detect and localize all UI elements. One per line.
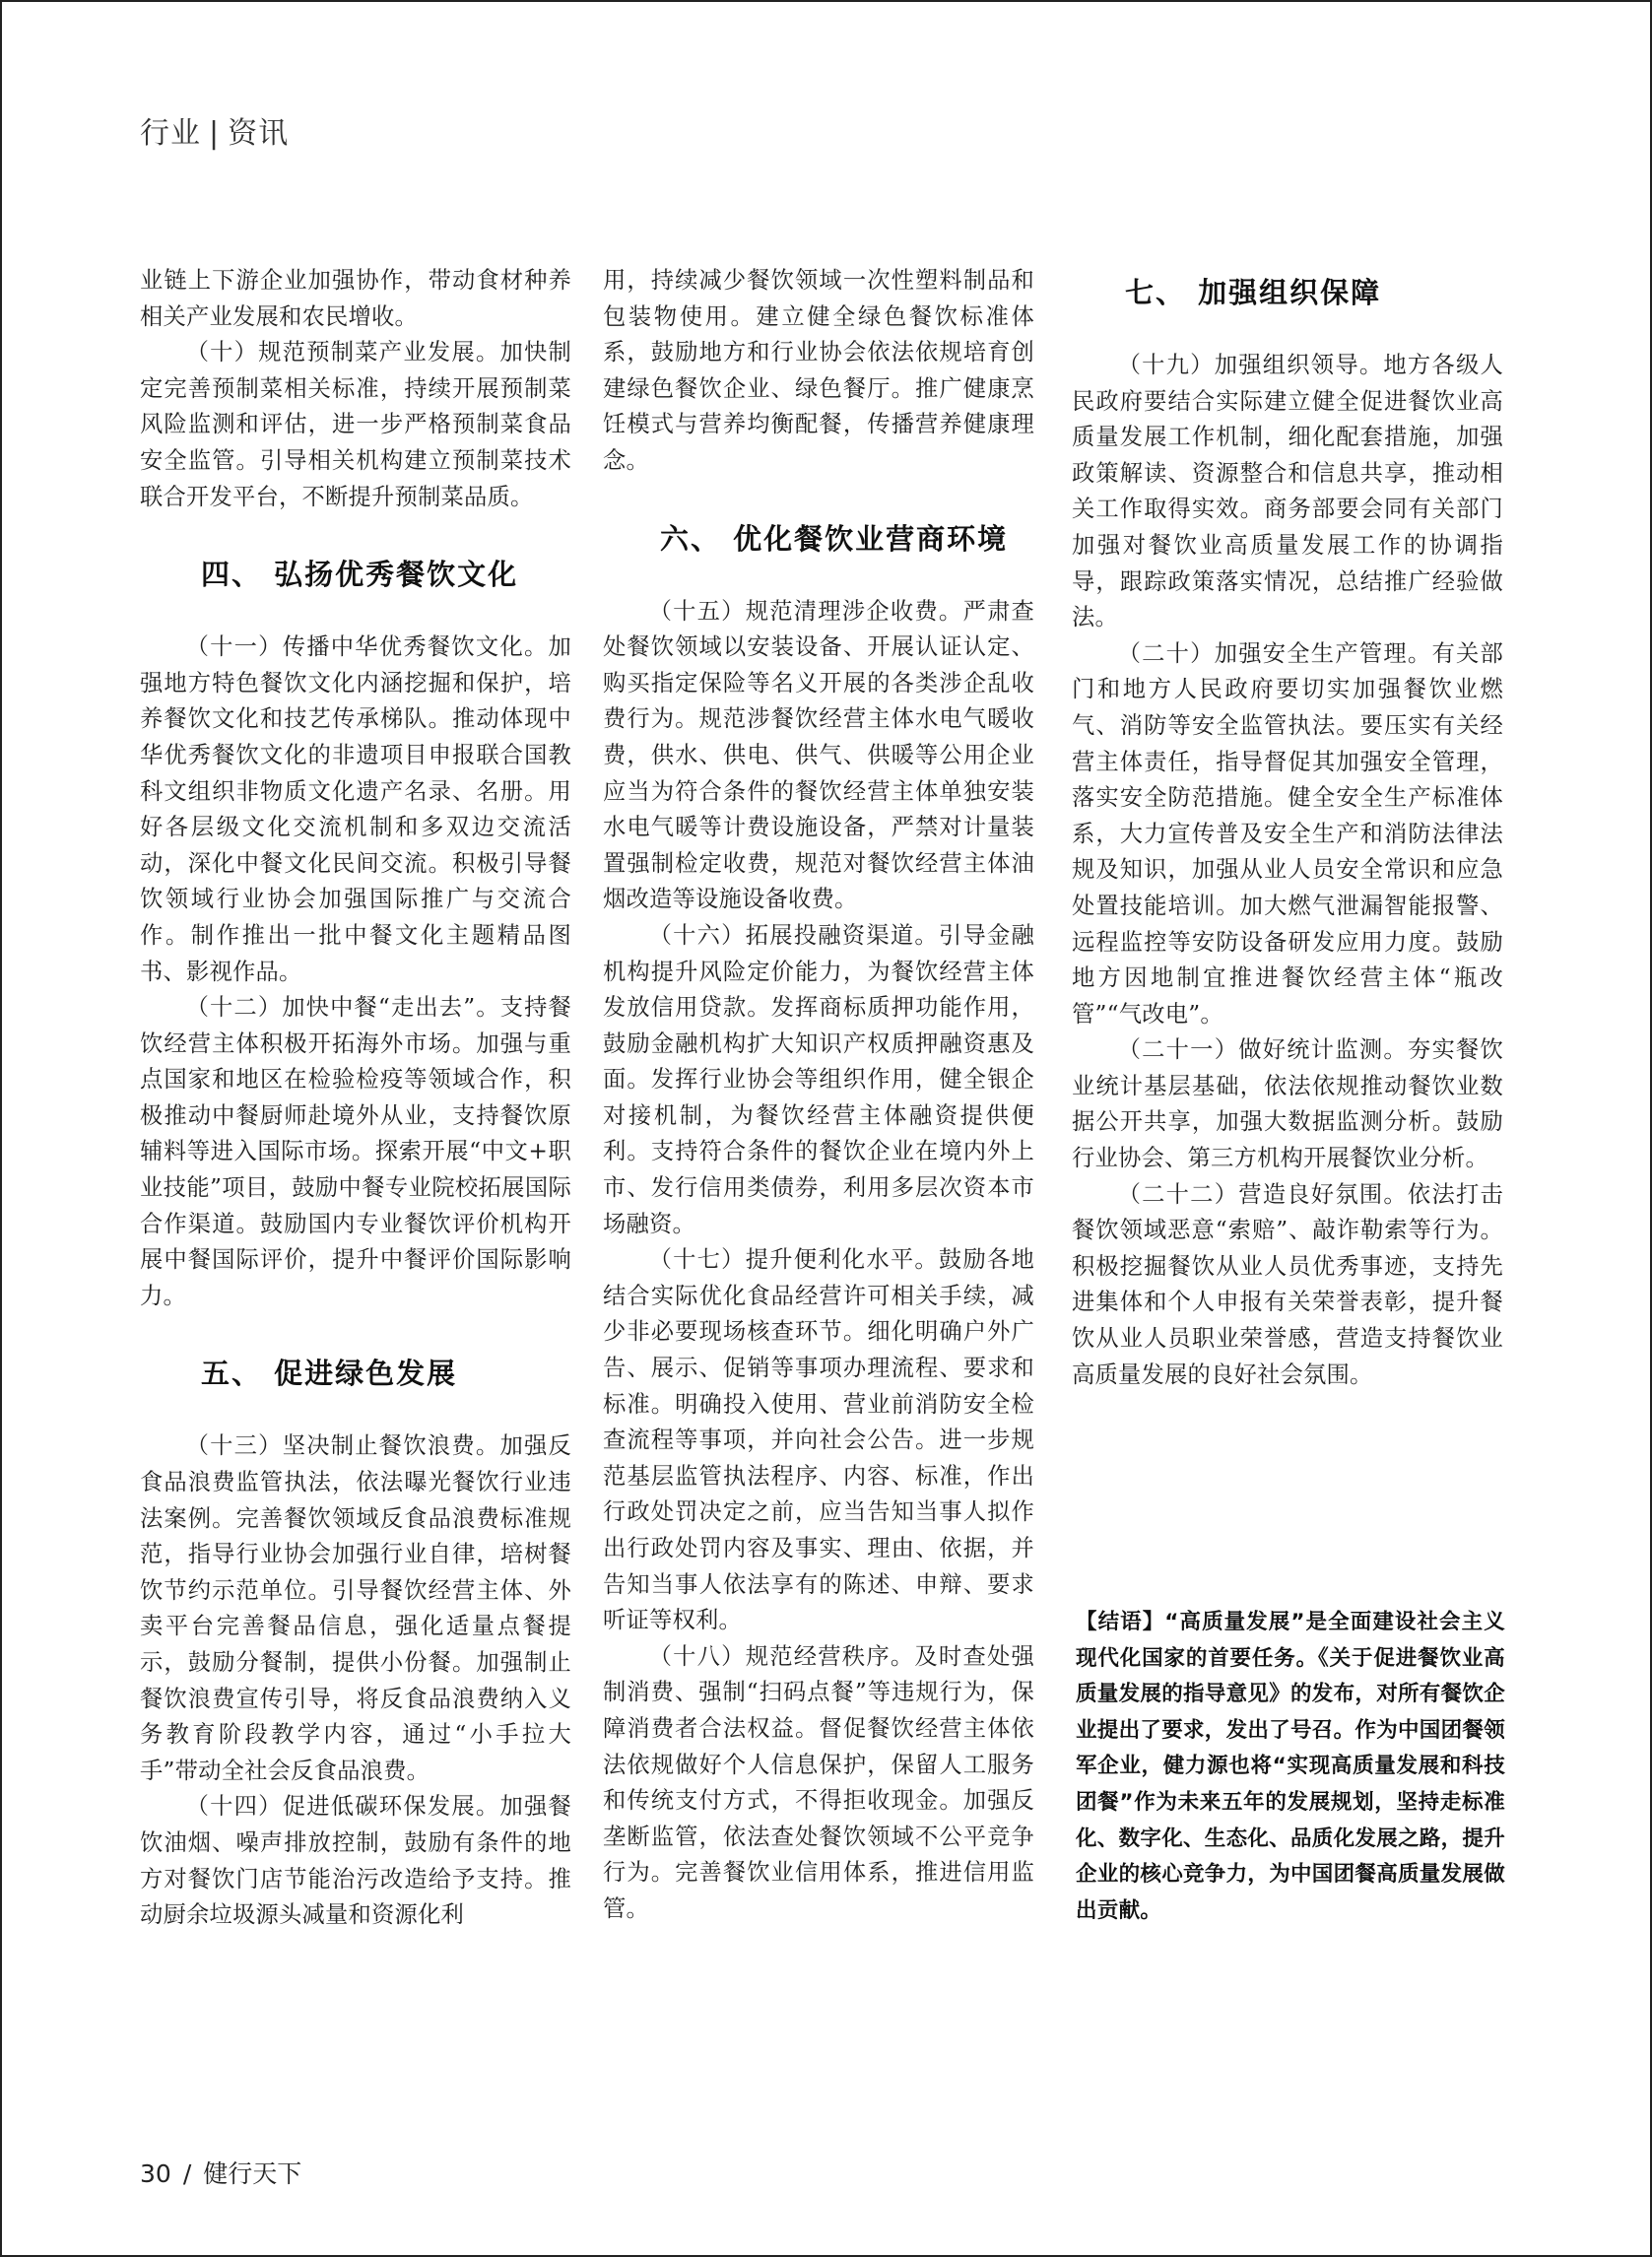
section-heading-4: 四、 弘扬优秀餐饮文化 (201, 558, 519, 592)
paragraph: （十一）传播中华优秀餐饮文化。加强地方特色餐饮文化内涵挖掘和保护，培养餐饮文化和技艺传承梯队。推动体现中华优秀餐饮文化的非遗项目申报联合国教科文组织非物质文化遗产名录、名册。用好各层级文化交流机制和多双边交流活动，深化中餐文化民间交流。积极引导餐饮领域行业协会加强国际推广与交流合作。制作推出一批中餐文化主题精品图书、影视作品。 (140, 633, 571, 985)
paragraph: 用，持续减少餐饮领域一次性塑料制品和包装物使用。建立健全绿色餐饮标准体系，鼓励地方和行业协会依法依规培育创建绿色餐饮企业、绿色餐厅。推广健康烹饪模式与营养均衡配餐，传播营养健康理念。 (603, 267, 1034, 474)
page-number: 30 (140, 2159, 171, 2188)
footer-slash: / (182, 2159, 192, 2188)
column-right (1072, 263, 1503, 1393)
paragraph: （十六）拓展投融资渠道。引导金融机构提升风险定价能力，为餐饮经营主体发放信用贷款。发挥商标质押功能作用，鼓励金融机构扩大知识产权质押融资惠及面。发挥行业协会等组织作用，健全银企对接机制，为餐饮经营主体融资提供便利。支持符合条件的餐饮企业在境内外上市、发行信用类债券，利用多层次资本市场融资。 (603, 921, 1034, 1237)
paragraph: （十二）加快中餐“走出去”。支持餐饮经营主体积极开拓海外市场。加强与重点国家和地区在检验检疫等领域合作，积极推动中餐厨师赴境外从业，支持餐饮原辅料等进入国际市场。探索开展“中文+职业技能”项目，鼓励中餐专业院校拓展国际合作渠道。鼓励国内专业餐饮评价机构开展中餐国际评价，提升中餐评价国际影响力。 (140, 994, 571, 1309)
paragraph: （十九）加强组织领导。地方各级人民政府要结合实际建立健全促进餐饮业高质量发展工作机制，细化配套措施，加强政策解读、资源整合和信息共享，推动相关工作取得实效。商务部要会同有关部门加强对餐饮业高质量发展工作的协调指导，跟踪政策落实情况，总结推广经验做法。 (1072, 352, 1503, 631)
paragraph: （二十）加强安全生产管理。有关部门和地方人民政府要切实加强餐饮业燃气、消防等安全监管执法。要压实有关经营主体责任，指导督促其加强安全管理，落实安全防范措施。健全安全生产标准体系，大力宣传普及安全生产和消防法律法规及知识，加强从业人员安全常识和应急处置技能培训。加大燃气泄漏智能报警、远程监控等安防设备研发应用力度。鼓励地方因地制宜推进餐饮经营主体“瓶改管”“气改电”。 (1072, 639, 1503, 1028)
section-heading-5: 五、 促进绿色发展 (201, 1357, 458, 1391)
paragraph: 业链上下游企业加强协作，带动食材种养相关产业发展和农民增收。 (140, 267, 571, 330)
paragraph: （十四）促进低碳环保发展。加强餐饮油烟、噪声排放控制，鼓励有条件的地方对餐饮门店节能治污改造给予支持。推动厨余垃圾源头减量和资源化利 (140, 1793, 571, 1929)
paragraph: （二十一）做好统计监测。夯实餐饮业统计基层基础，依法依规推动餐饮业数据公开共享，加强大数据监测分析。鼓励行业协会、第三方机构开展餐饮业分析。 (1072, 1036, 1503, 1172)
magazine-name: 健行天下 (203, 2159, 302, 2188)
paragraph: （十八）规范经营秩序。及时查处强制消费、强制“扫码点餐”等违规行为，保障消费者合法权益。督促餐饮经营主体依法依规做好个人信息保护，保留人工服务和传统支付方式，不得拒收现金。加强反垄断监管，依法查处餐饮领域不公平竞争行为。完善餐饮业信用体系，推进信用监管。 (603, 1642, 1034, 1922)
column-left (140, 263, 571, 1934)
header-separator: | (209, 116, 221, 151)
paragraph: （十七）提升便利化水平。鼓励各地结合实际优化食品经营许可相关手续，减少非必要现场核查环节。细化明确户外广告、展示、促销等事项办理流程、要求和标准。明确投入使用、营业前消防安全检查流程等事项，并向社会公告。进一步规范基层监管执法程序、内容、标准，作出行政处罚决定之前，应当告知当事人拟作出行政处罚内容及事实、理由、依据，并告知当事人依法享有的陈述、申辩、要求听证等权利。 (603, 1246, 1034, 1634)
section-heading-7: 七、 加强组织保障 (1125, 276, 1382, 309)
section-label: 行业 (140, 116, 201, 151)
paragraph: （十三）坚决制止餐饮浪费。加强反食品浪费监管执法，依法曝光餐饮行业违法案例。完善餐饮领域反食品浪费标准规范，指导行业协会加强行业自律，培树餐饮节约示范单位。引导餐饮经营主体、外卖平台完善餐品信息，强化适量点餐提示，鼓励分餐制，提供小份餐。加强制止餐饮浪费宣传引导，将反食品浪费纳入义务教育阶段教学内容，通过“小手拉大手”带动全社会反食品浪费。 (140, 1432, 571, 1784)
section-heading-6: 六、 优化餐饮业营商环境 (660, 521, 1009, 556)
paragraph: （十五）规范清理涉企收费。严肃查处餐饮领域以安装设备、开展认证认定、购买指定保险等名义开展的各类涉企乱收费行为。规范涉餐饮经营主体水电气暖收费，供水、供电、供气、供暖等公用企业应当为符合条件的餐饮经营主体单独安装水电气暖等计费设施设备，严禁对计量装置强制检定收费，规范对餐饮经营主体油烟改造等设施设备收费。 (603, 597, 1034, 913)
page-header (140, 108, 289, 152)
column-middle (603, 263, 1034, 1928)
paragraph: （十）规范预制菜产业发展。加快制定完善预制菜相关标准，持续开展预制菜风险监测和评估，进一步严格预制菜食品安全监管。引导相关机构建立预制菜技术联合开发平台，不断提升预制菜品质。 (140, 339, 571, 510)
conclusion-box: 【结语】“高质量发展”是全面建设社会主义现代化国家的首要任务。《关于促进餐饮业高质量发展的指导意见》的发布，对所有餐饮企业提出了要求，发出了号召。作为中国团餐领军企业，健力源也将“实现高质量发展和科技团餐”作为未来五年的发展规划，坚持走标准化、数字化、生态化、品质化发展之路，提升企业的核心竞争力，为中国团餐高质量发展做出贡献。 (1076, 1610, 1506, 1923)
paragraph: （二十二）营造良好氛围。依法打击餐饮领域恶意“索赔”、敲诈勒索等行为。积极挖掘餐饮从业人员优秀事迹，支持先进集体和个人申报有关荣誉表彰，提升餐饮从业人员职业荣誉感，营造支持餐饮业高质量发展的良好社会氛围。 (1072, 1180, 1503, 1388)
page-footer (140, 2155, 301, 2190)
subsection-label: 资讯 (228, 116, 290, 151)
